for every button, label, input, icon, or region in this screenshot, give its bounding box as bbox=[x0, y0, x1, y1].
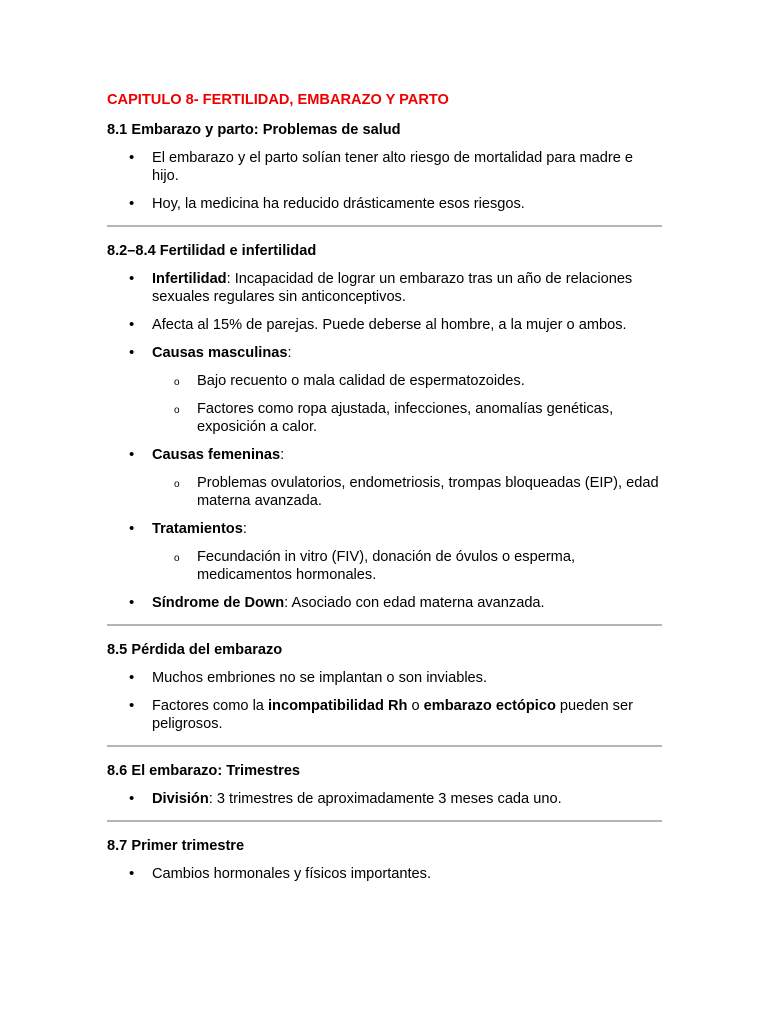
bullet-text: : bbox=[287, 345, 292, 361]
section-heading: 8.2–8.4 Fertilidad e infertilidad bbox=[107, 243, 317, 259]
bullet-bold-term: Tratamientos bbox=[152, 521, 243, 537]
bullet-list bbox=[107, 865, 662, 883]
bullet-text: Muchos embriones no se implantan o son inviables. bbox=[152, 670, 488, 686]
document-body bbox=[107, 91, 662, 893]
bullet-text: : 3 trimestres de aproximadamente 3 meses cada uno. bbox=[208, 791, 562, 807]
section bbox=[107, 837, 662, 883]
bullet-bold-term: Causas masculinas bbox=[152, 345, 288, 361]
bullet-text: : Asociado con edad materna avanzada. bbox=[284, 595, 545, 611]
bullet-text: Afecta al 15% de parejas. Puede deberse al hombre, a la mujer o ambos. bbox=[152, 317, 627, 333]
section-divider bbox=[107, 624, 662, 626]
bullet-text: El embarazo y el parto solían tener alto riesgo de mortalidad para madre e hijo. bbox=[152, 150, 634, 184]
bullet-bold-term: Síndrome de Down bbox=[152, 595, 285, 611]
bullet-item bbox=[107, 270, 662, 306]
bullet-text: Cambios hormonales y físicos importantes. bbox=[152, 866, 432, 882]
section bbox=[107, 242, 662, 612]
bullet-item bbox=[107, 344, 662, 436]
bullet-item bbox=[107, 316, 662, 334]
bullet-text: Factores como la bbox=[152, 698, 268, 714]
sections-container bbox=[107, 121, 662, 883]
sub-bullet-item: o Problemas ovulatorios, endometriosis, trompas bloqueadas (EIP), edad materna avanzada. bbox=[152, 474, 662, 510]
bullet-text: : bbox=[280, 447, 285, 463]
sub-bullet-list bbox=[152, 548, 662, 584]
sub-bullet-item: o Bajo recuento o mala calidad de espermatozoides. bbox=[152, 372, 662, 390]
bullet-item bbox=[107, 790, 662, 808]
bullet-bold-term: embarazo ectópico bbox=[423, 698, 556, 714]
sub-bullet-item: o Factores como ropa ajustada, infecciones, anomalías genéticas, exposición a calor. bbox=[152, 400, 662, 436]
sub-bullet-list bbox=[152, 474, 662, 510]
bullet-list bbox=[107, 149, 662, 213]
bullet-bold-term: Infertilidad bbox=[152, 271, 227, 287]
bullet-item bbox=[107, 594, 662, 612]
section-divider bbox=[107, 225, 662, 227]
bullet-item bbox=[107, 865, 662, 883]
sub-bullet-item: o Fecundación in vitro (FIV), donación de óvulos o esperma, medicamentos hormonales. bbox=[152, 548, 662, 584]
bullet-bold-term: Causas femeninas bbox=[152, 447, 281, 463]
section bbox=[107, 641, 662, 733]
bullet-list bbox=[107, 790, 662, 808]
bullet-bold-term: incompatibilidad Rh bbox=[267, 698, 408, 714]
bullet-list bbox=[107, 669, 662, 733]
bullet-item bbox=[107, 669, 662, 687]
section-divider bbox=[107, 820, 662, 822]
section bbox=[107, 762, 662, 808]
section-heading: 8.7 Primer trimestre bbox=[107, 838, 245, 854]
bullet-item bbox=[107, 520, 662, 584]
bullet-text: : Incapacidad de lograr un embarazo tras un año de relaciones sexuales regulares sin anticonceptivos. bbox=[152, 271, 633, 305]
bullet-text: : bbox=[242, 521, 247, 537]
bullet-list bbox=[107, 270, 662, 612]
bullet-item bbox=[107, 195, 662, 213]
sub-bullet-list bbox=[152, 372, 662, 436]
bullet-text: pueden ser peligrosos. bbox=[152, 698, 633, 732]
bullet-item bbox=[107, 697, 662, 733]
section-heading: 8.5 Pérdida del embarazo bbox=[107, 642, 283, 658]
bullet-item bbox=[107, 149, 662, 185]
bullet-text: Hoy, la medicina ha reducido drásticamente esos riesgos. bbox=[152, 196, 525, 212]
section bbox=[107, 121, 662, 213]
section-divider bbox=[107, 745, 662, 747]
chapter-title: CAPITULO 8- FERTILIDAD, EMBARAZO Y PARTO bbox=[107, 92, 449, 108]
bullet-bold-term: División bbox=[152, 791, 209, 807]
section-heading: 8.1 Embarazo y parto: Problemas de salud bbox=[107, 122, 401, 138]
section-heading: 8.6 El embarazo: Trimestres bbox=[107, 763, 301, 779]
bullet-item bbox=[107, 446, 662, 510]
bullet-text: o bbox=[407, 698, 424, 714]
